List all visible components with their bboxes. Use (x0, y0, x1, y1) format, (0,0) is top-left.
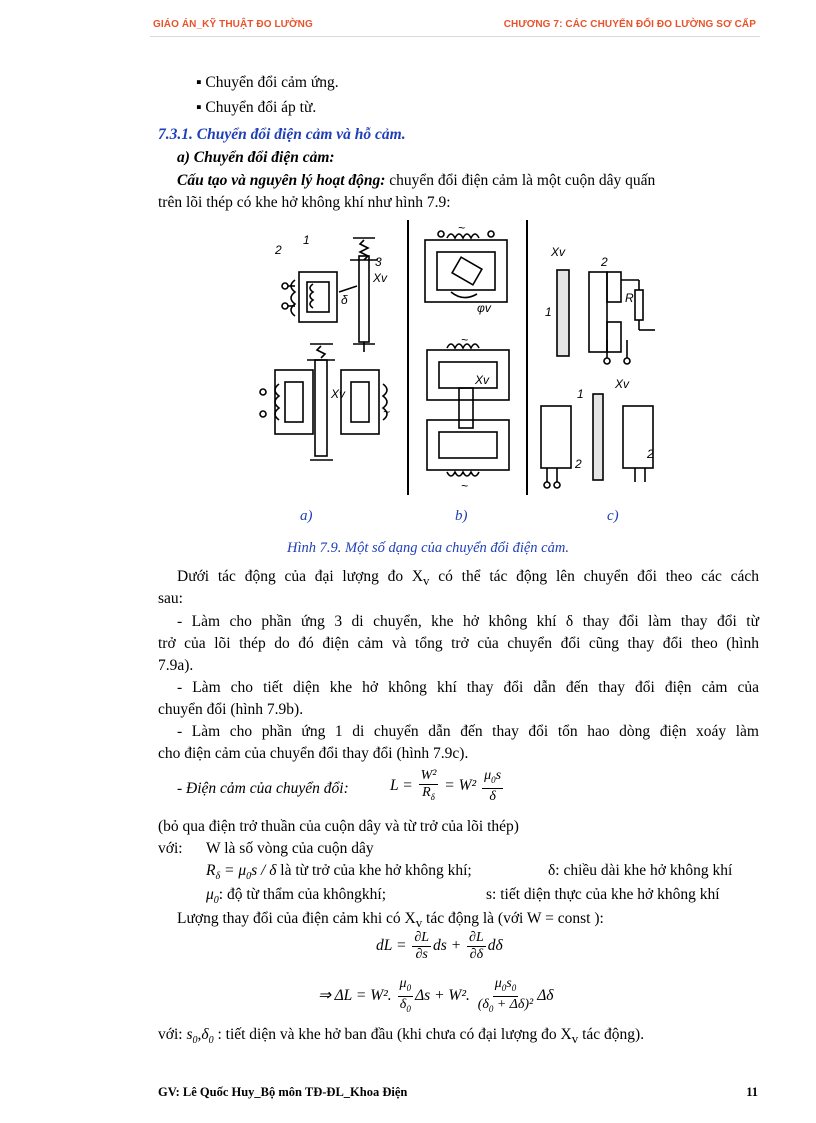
formula-delta-l: ⇒ ΔL = W². $\frac{\mu_0}{\delta_0}$ Δs + W². $\frac{\mu_0s_0}{(\delta_0 + \Delta\delta)^2}$ Δδ (318, 976, 554, 1014)
annotation-a-top: 1 (303, 233, 310, 247)
annotation-b-top: ~ (458, 221, 466, 235)
annotation-c-top: R (625, 291, 634, 305)
intro-line-2: trên lõi thép có khe hở không khí như hình 7.9: (158, 194, 451, 211)
annotation-b-bottom: Xv (475, 373, 490, 387)
formula-differential: dL = $\frac{\partial L}{\partial s}$ ds + $\frac{\partial L}{\partial\delta}$ dδ (376, 930, 503, 962)
diagram-a-bottom (260, 344, 387, 460)
diagram-c-top (557, 270, 655, 364)
delta-definition: δ: chiều dài khe hở không khí (548, 862, 733, 879)
figure-caption: Hình 7.9. Một số dạng của chuyển đổi điện cảm. (287, 540, 569, 556)
annotation-b-bottom: ~ (461, 479, 469, 493)
list-item: 7.9a). (158, 657, 194, 674)
with-label: với: (158, 840, 183, 857)
list-item: cho điện cảm của chuyển đổi thay đổi (hình 7.9c). (158, 745, 469, 762)
diagram-c-bottom (541, 394, 653, 488)
diagram-b-top (425, 231, 507, 302)
subsection-title: a) Chuyển đổi điện cảm: (177, 149, 335, 166)
formula-inductance: L = $\frac{\text{W²}}{R_\delta}$ = W² $\frac{\mu_0s}{\delta}$ (390, 768, 502, 804)
annotation-c-bottom: 2 (575, 457, 582, 471)
header-divider (150, 36, 760, 37)
annotation-a-bottom: ~ (383, 405, 391, 419)
final-line: với: $s_0,\delta_0$ : tiết diện và khe hở ban đầu (khi chưa có đại lượng đo $X_v$ tác động). (158, 1026, 645, 1047)
bullet-item: ▪ Chuyển đổi áp từ. (196, 99, 317, 116)
header-left: GIÁO ÁN_KỸ THUẬT ĐO LƯỜNG (153, 19, 313, 30)
annotation-b-top: φv (477, 301, 491, 315)
section-title: 7.3.1. Chuyển đổi điện cảm và hỗ cảm. (158, 126, 406, 143)
figure-7-9 (255, 220, 675, 500)
figure-label-b: b) (455, 508, 468, 524)
annotation-c-top: 2 (601, 255, 608, 269)
annotation-a-top: 2 (275, 243, 282, 257)
annotation-a-top: 3 (375, 255, 382, 269)
annotation-c-top: Xv (551, 245, 566, 259)
body-paragraph: sau: (158, 590, 183, 607)
diagram-b-bottom (427, 344, 509, 476)
annotation-c-bottom: 2 (647, 447, 654, 461)
annotation-a-bottom: Xv (331, 387, 346, 401)
w-definition: W là số vòng của cuộn dây (206, 840, 374, 857)
list-item: - Làm cho tiết diện khe hở không khí thay đổi dẫn đến thay đổi điện cảm của (177, 679, 759, 696)
list-item: trở của lõi thép do đó điện cảm và tổng trở của chuyển đổi cũng thay đổi theo (hình (158, 635, 759, 652)
annotation-b-bottom: ~ (461, 333, 469, 347)
figure-label-c: c) (607, 508, 619, 524)
annotation-c-bottom: 1 (577, 387, 584, 401)
change-line: Lượng thay đổi của điện cảm khi có $X_v$ tác động là (với W = const ): (177, 910, 604, 931)
r-definition: $R_\delta = \mu_0s / \delta$ là từ trở của khe hở không khí; (206, 862, 472, 883)
intro-line-1: Cấu tạo và nguyên lý hoạt động: chuyển đổi điện cảm là một cuộn dây quấn (177, 172, 656, 189)
footer-author: GV: Lê Quốc Huy_Bộ môn TĐ-ĐL_Khoa Điện (158, 1085, 408, 1099)
bullet-item: ▪ Chuyển đổi cảm ứng. (196, 74, 339, 91)
page-number: 11 (746, 1085, 758, 1099)
annotation-a-top: Xv (373, 271, 388, 285)
body-paragraph: Dưới tác động của đại lượng đo $X_v$ có thể tác động lên chuyển đổi theo các cách (177, 568, 759, 589)
s-definition: s: tiết diện thực của khe hở không khí (486, 886, 720, 903)
note: (bỏ qua điện trở thuần của cuộn dây và từ trở của lõi thép) (158, 818, 519, 835)
annotation-c-bottom: Xv (615, 377, 630, 391)
annotation-c-top: 1 (545, 305, 552, 319)
diagram-a-top (282, 238, 378, 352)
list-item: chuyển đổi (hình 7.9b). (158, 701, 304, 718)
header-right: CHƯƠNG 7: CÁC CHUYỂN ĐỔI ĐO LƯỜNG SƠ CẤP (503, 19, 756, 30)
figure-label-a: a) (300, 508, 313, 524)
formula-label: - Điện cảm của chuyển đổi: (177, 780, 349, 797)
annotation-a-top: δ (341, 293, 348, 307)
list-item: - Làm cho phần ứng 3 di chuyển, khe hở không khí δ thay đổi làm thay đổi từ (177, 613, 759, 630)
mu-definition: $\mu_0$: độ từ thẩm của khôngkhí; (206, 886, 387, 907)
list-item: - Làm cho phần ứng 1 di chuyển dẫn đến thay đổi tổn hao dòng điện xoáy làm (177, 723, 759, 740)
